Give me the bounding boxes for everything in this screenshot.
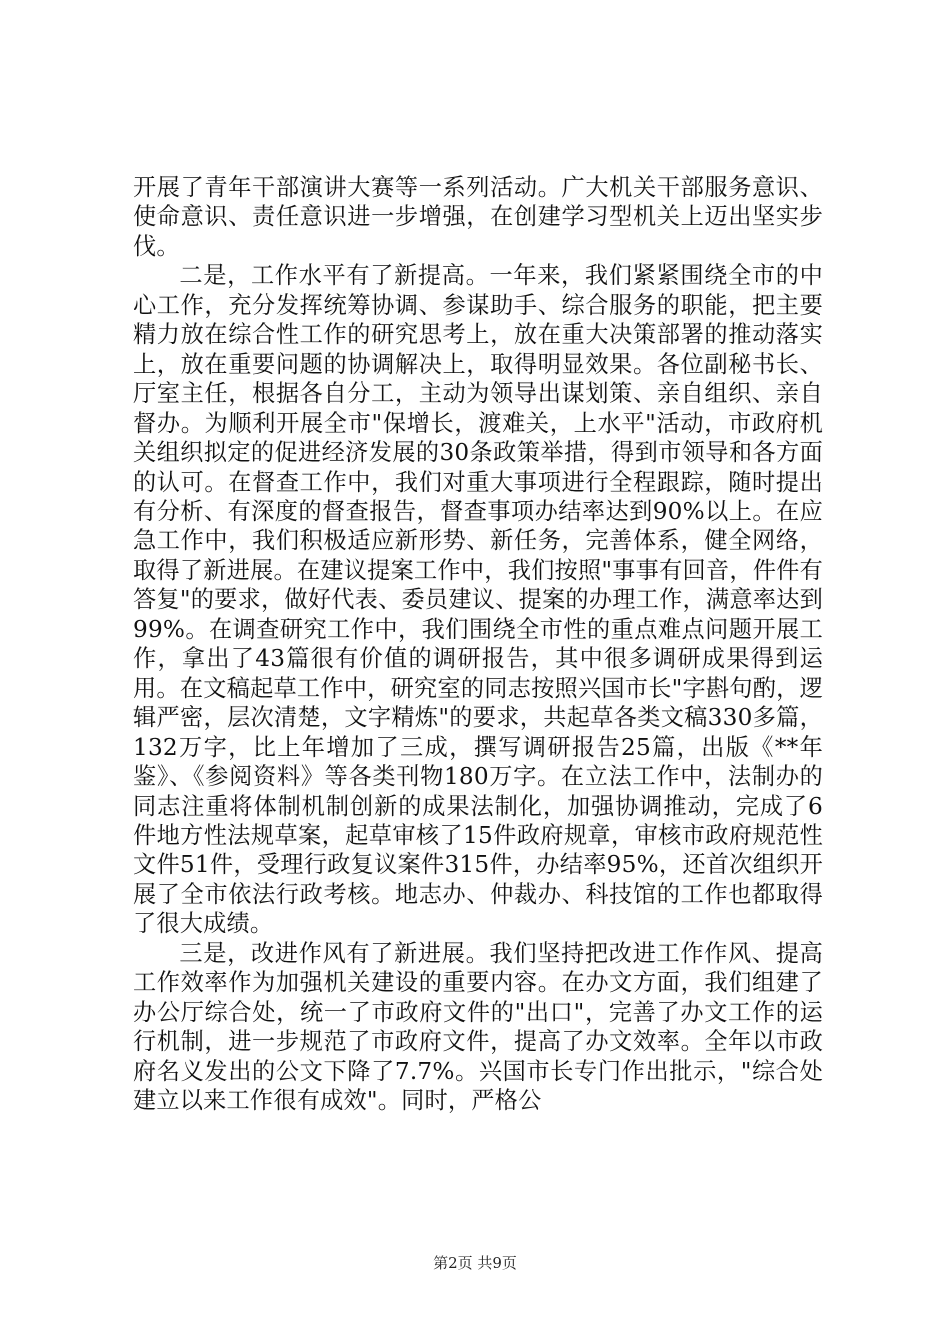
paragraph-work-level: 二是，工作水平有了新提高。一年来，我们紧紧围绕全市的中心工作，充分发挥统筹协调、参谋助手、综合服务的职能，把主要精力放在综合性工作的研究思考上，放在重大决策部署的推动落实上，放在重要问题的协调解决上，取得明显效果。各位副秘书长、厅室主任，根据各自分工，主动为领导出谋划策、亲自组织、亲自督办。为顺利开展全市"保增长，渡难关，上水平"活动，市政府机关组织拟定的促进经济发展的30条政策举措，得到市领导和各方面的认可。在督查工作中，我们对重大事项进行全程跟踪，随时提出有分析、有深度的督查报告，督查事项办结率达到90%以上。在应急工作中，我们积极适应新形势、新任务，完善体系，健全网络，取得了新进展。在建议提案工作中，我们按照"事事有回音，件件有答复"的要求，做好代表、委员建议、提案的办理工作，满意率达到99%。在调查研究工作中，我们围绕全市性的重点难点问题开展工作，拿出了43篇很有价值的调研报告，其中很多调研成果得到运用。在文稿起草工作中，研究室的同志按照兴国市长"字斟句酌，逻辑严密，层次清楚，文字精炼"的要求，共起草各类文稿330多篇，132万字，比上年增加了三成，撰写调研报告25篇，出版《**年鉴》、《参阅资料》等各类刊物180万字。在立法工作中，法制办的同志注重将体制机制创新的成果法制化，加强协调推动，完成了6件地方性法规草案，起草审核了15件政府规章，审核市政府规范性文件51件，受理行政复议案件315件，办结率95%，还首次组织开展了全市依法行政考核。地志办、仲裁办、科技馆的工作也都取得了很大成绩。 xyxy=(133,262,823,938)
document-body xyxy=(133,173,823,1116)
paragraph-work-style: 三是，改进作风有了新进展。我们坚持把改进工作作风、提高工作效率作为加强机关建设的重要内容。在办文方面，我们组建了办公厅综合处，统一了市政府文件的"出口"，完善了办文工作的运行机制，进一步规范了市政府文件，提高了办文效率。全年以市政府名义发出的公文下降了7.7%。兴国市长专门作出批示，"综合处建立以来工作很有成效"。同时，严格公 xyxy=(133,939,823,1115)
paragraph-continuation: 开展了青年干部演讲大赛等一系列活动。广大机关干部服务意识、使命意识、责任意识进一步增强，在创建学习型机关上迈出坚实步伐。 xyxy=(133,174,823,260)
page-footer: 第2页 共9页 xyxy=(433,1254,517,1272)
